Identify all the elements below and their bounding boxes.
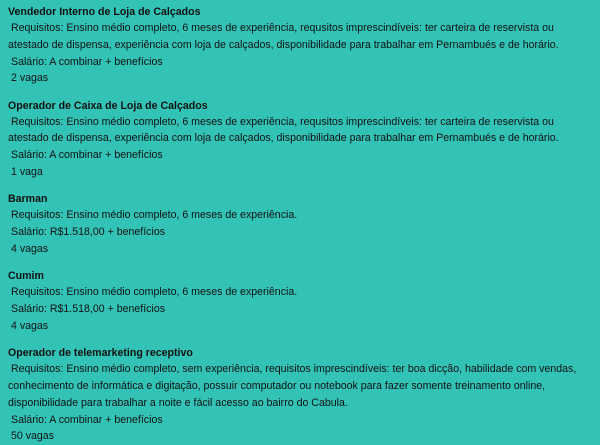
job-title: Barman bbox=[8, 193, 48, 206]
job-salary: Salário: R$1.518,00 + benefícios bbox=[11, 303, 166, 316]
job-title: Operador de Caixa de Loja de Calçados bbox=[8, 99, 208, 112]
job-listing bbox=[8, 98, 600, 181]
job-vacancies: 50 vagas bbox=[11, 430, 54, 443]
job-title: Vendedor Interno de Loja de Calçados bbox=[8, 6, 201, 18]
job-requirements: Requisitos: Ensino médio completo, 6 meses de experiência, requsitos imprescindíveis: ter carteira de reservista ou atestado de dispensa, experiência com loja de calçados, disponibilidade para trabalhar em Pernambués e de horário. bbox=[8, 115, 559, 145]
job-listing bbox=[8, 191, 600, 257]
job-listing bbox=[8, 345, 600, 445]
job-requirements: Requisitos: Ensino médio completo, 6 meses de experiência. bbox=[11, 209, 298, 222]
job-salary: Salário: R$1.518,00 + benefícios bbox=[11, 226, 166, 239]
job-requirements: Requisitos: Ensino médio completo, sem experiência, requisitos imprescindíveis: ter boa dicção, habilidade com vendas, conhecimento de informática e digitação, possuir computador ou notebook para fazer somente treinamento online, disponibilidade para trabalhar a noite e fácil acesso ao bairro do Cabula. bbox=[8, 363, 577, 409]
job-listing bbox=[8, 268, 600, 334]
job-salary: Salário: A combinar + benefícios bbox=[11, 413, 163, 426]
job-requirements: Requisitos: Ensino médio completo, 6 meses de experiência, requsitos imprescindíveis: ter carteira de reservista ou atestado de dispensa, experiência com loja de calçados, disponibilidade para trabalhar em Pernambués e de horário. bbox=[8, 22, 559, 51]
job-title: Operador de telemarketing receptivo bbox=[8, 347, 193, 360]
job-title: Cumim bbox=[8, 270, 44, 283]
job-vacancies: 4 vagas bbox=[11, 242, 49, 255]
job-salary: Salário: A combinar + benefícios bbox=[11, 55, 163, 68]
job-requirements: Requisitos: Ensino médio completo, 6 meses de experiência. bbox=[11, 286, 298, 299]
job-vacancies: 2 vagas bbox=[11, 72, 49, 85]
job-vacancies: 1 vaga bbox=[11, 166, 43, 179]
job-listing bbox=[8, 4, 600, 87]
job-vacancies: 4 vagas bbox=[11, 319, 49, 332]
job-salary: Salário: A combinar + benefícios bbox=[11, 149, 163, 162]
